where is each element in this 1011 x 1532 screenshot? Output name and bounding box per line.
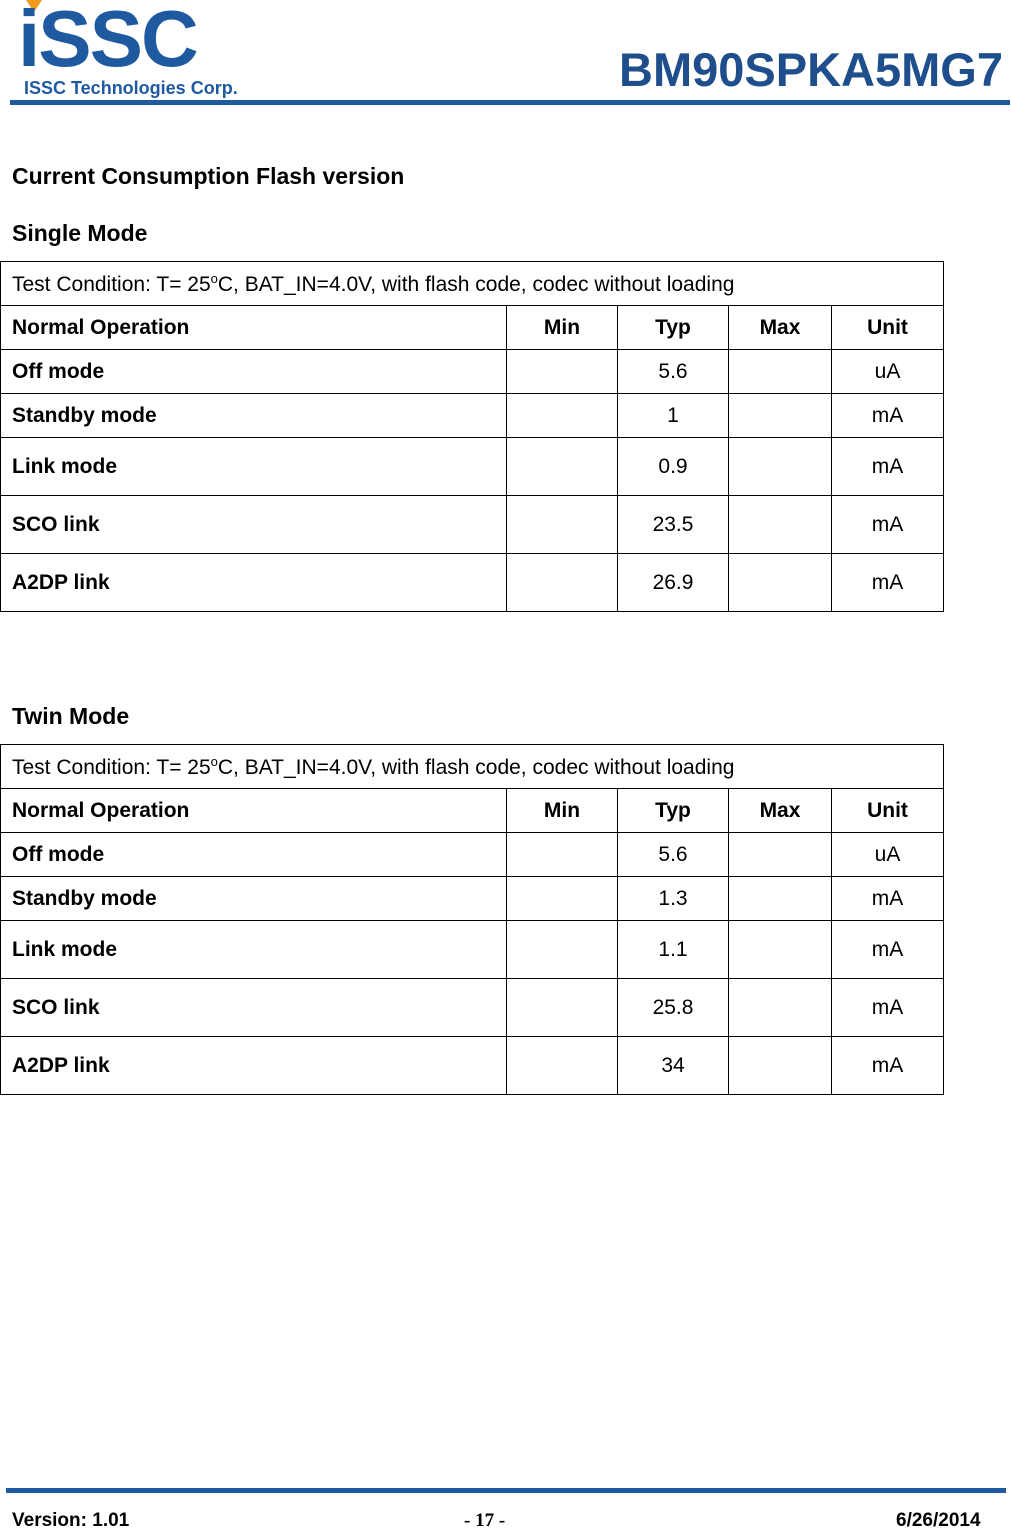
max-cell	[729, 833, 832, 877]
typ-cell: 5.6	[618, 350, 729, 394]
header-rule	[10, 100, 1010, 105]
min-cell	[507, 350, 618, 394]
max-cell	[729, 979, 832, 1037]
table-row	[1, 350, 944, 394]
unit-cell: mA	[832, 394, 944, 438]
typ-cell: 0.9	[618, 438, 729, 496]
current-table-single-mode	[0, 261, 944, 612]
header-cell: Normal Operation	[1, 306, 507, 350]
max-cell	[729, 438, 832, 496]
header-cell: Unit	[832, 789, 944, 833]
table-title-twin-mode: Twin Mode	[12, 703, 130, 729]
header-cell: Unit	[832, 306, 944, 350]
min-cell	[507, 554, 618, 612]
table-row	[1, 496, 944, 554]
condition-row	[1, 262, 944, 306]
typ-cell: 1	[618, 394, 729, 438]
min-cell	[507, 877, 618, 921]
max-cell	[729, 554, 832, 612]
typ-cell: 1.1	[618, 921, 729, 979]
min-cell	[507, 921, 618, 979]
test-condition: Test Condition: $T= 25^oC$, BAT_IN=4.0V, with flash code, codec without loading	[1, 745, 944, 789]
min-cell	[507, 979, 618, 1037]
typ-cell: 5.6	[618, 833, 729, 877]
unit-cell: mA	[832, 496, 944, 554]
footer-rule	[6, 1488, 1006, 1493]
unit-cell: mA	[832, 921, 944, 979]
table-row	[1, 394, 944, 438]
unit-cell: uA	[832, 833, 944, 877]
min-cell	[507, 496, 618, 554]
row-label: Link mode	[1, 921, 507, 979]
condition-row	[1, 745, 944, 789]
table-row	[1, 921, 944, 979]
header-cell: Max	[729, 789, 832, 833]
max-cell	[729, 921, 832, 979]
model-number: BM90SPKA5MG7	[619, 43, 1003, 96]
typ-cell: 1.3	[618, 877, 729, 921]
max-cell	[729, 394, 832, 438]
min-cell	[507, 438, 618, 496]
test-condition: Test Condition: $T= 25^oC$, BAT_IN=4.0V, with flash code, codec without loading	[1, 262, 944, 306]
typ-cell: 26.9	[618, 554, 729, 612]
header-cell: Normal Operation	[1, 789, 507, 833]
svg-text:iSSC: iSSC	[18, 0, 197, 83]
typ-cell: 23.5	[618, 496, 729, 554]
table-row	[1, 833, 944, 877]
unit-cell: mA	[832, 1037, 944, 1095]
table-row	[1, 554, 944, 612]
row-label: SCO link	[1, 979, 507, 1037]
min-cell	[507, 833, 618, 877]
table-row	[1, 1037, 944, 1095]
row-label: A2DP link	[1, 554, 507, 612]
row-label: Off mode	[1, 833, 507, 877]
typ-cell: 34	[618, 1037, 729, 1095]
unit-cell: uA	[832, 350, 944, 394]
header-cell: Max	[729, 306, 832, 350]
max-cell	[729, 1037, 832, 1095]
max-cell	[729, 877, 832, 921]
min-cell	[507, 394, 618, 438]
max-cell	[729, 350, 832, 394]
current-table-twin-mode	[0, 744, 944, 1095]
unit-cell: mA	[832, 554, 944, 612]
header-cell: Min	[507, 789, 618, 833]
typ-cell: 25.8	[618, 979, 729, 1037]
row-label: Link mode	[1, 438, 507, 496]
svg-text:ISSC Technologies Corp.: ISSC Technologies Corp.	[24, 78, 238, 98]
table-row	[1, 438, 944, 496]
header-row	[1, 789, 944, 833]
row-label: A2DP link	[1, 1037, 507, 1095]
footer-version: Version: 1.01	[12, 1510, 130, 1531]
row-label: SCO link	[1, 496, 507, 554]
row-label: Standby mode	[1, 394, 507, 438]
footer-date: 6/26/2014	[896, 1510, 981, 1531]
max-cell	[729, 496, 832, 554]
unit-cell: mA	[832, 979, 944, 1037]
section-title: Current Consumption Flash version	[12, 163, 405, 189]
table-row	[1, 979, 944, 1037]
table-title-single-mode: Single Mode	[12, 220, 148, 246]
header-row	[1, 306, 944, 350]
company-logo	[12, 0, 242, 100]
unit-cell: mA	[832, 438, 944, 496]
min-cell	[507, 1037, 618, 1095]
row-label: Standby mode	[1, 877, 507, 921]
row-label: Off mode	[1, 350, 507, 394]
header-cell: Typ	[618, 789, 729, 833]
table-row	[1, 877, 944, 921]
footer-page-number: - 17 -	[464, 1510, 506, 1531]
header-cell: Min	[507, 306, 618, 350]
unit-cell: mA	[832, 877, 944, 921]
header-cell: Typ	[618, 306, 729, 350]
